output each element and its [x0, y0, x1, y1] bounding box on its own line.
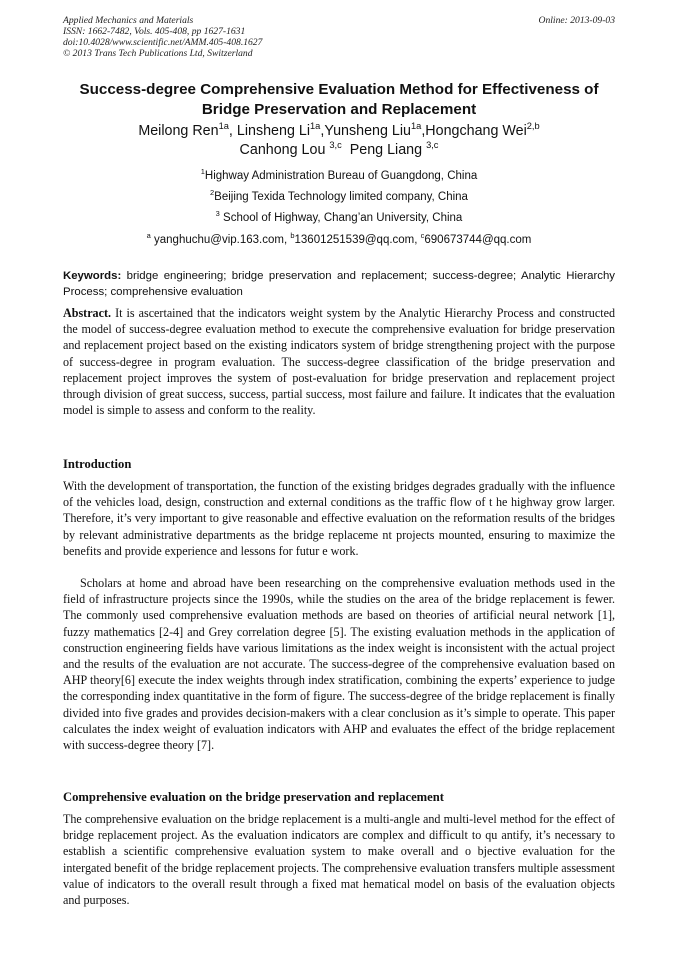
author-sup: 2,b	[526, 121, 540, 132]
author-name: Hongchang Wei	[425, 123, 527, 139]
email-sup: b	[290, 231, 295, 241]
author-line-2	[40, 141, 638, 160]
author-line-1: Meilong Ren$^{1a}$, Linsheng $Li^{1a},Yunsheng$ Liu$^{1a}$,Hongchang Wei$^{2,b}$	[138, 121, 540, 139]
email-link[interactable]: yanghuchu@vip.163.com,	[154, 234, 291, 246]
comprehensive-heading: Comprehensive evaluation on the bridge preservation and replacement	[63, 790, 444, 804]
copyright-line: © 2013 Trans Tech Publications Ltd, Switzerland	[63, 48, 253, 59]
doi-line: doi:10.4028/www.scientific.net/AMM.405-408.1627	[63, 37, 263, 48]
keywords-block	[63, 268, 615, 300]
author-name: Canhong Lou	[239, 142, 326, 158]
keywords-text: bridge engineering; bridge preservation and replacement; success-degree; Analytic Hierarchy Process; comprehensive evaluation	[63, 270, 615, 298]
abstract-block	[63, 305, 615, 418]
journal-name: Applied Mechanics and Materials	[63, 15, 194, 26]
affiliation-text: Beijing Texida Technology limited company, China	[214, 191, 468, 203]
journal-header	[63, 15, 615, 59]
affiliation-sup: 1	[200, 167, 205, 177]
comprehensive-paragraph-1: The comprehensive evaluation on the bridge replacement is a multi-angle and multi-level method for the effect of bridge replacement project. As the evaluation indicators are complex and difficult to qu antify, it’s necessary to establish a scientific comprehensive evaluation system to make overall and o bjective evaluation for the intergated benefit of the bridge replacement projects. The comprehensive evaluation transfers multiple assessment value of indicators to the overall result through a fixed mat hematical model on basis of the evaluation objects and purposes.	[63, 812, 615, 908]
author-name: Linsheng Li	[236, 123, 311, 139]
affiliation-1	[40, 169, 638, 184]
author-list	[40, 122, 638, 160]
keywords-label: Keywords:	[63, 270, 122, 282]
affiliation-sup: 2	[210, 188, 215, 198]
issn-line: ISSN: 1662-7482, Vols. 405-408, pp 1627-1631	[63, 26, 246, 37]
paper-title	[40, 80, 638, 120]
email-list	[40, 233, 638, 248]
email-link[interactable]: 690673744@qq.com	[424, 234, 532, 246]
author-sup: 3,c	[329, 140, 342, 151]
affiliation-2	[40, 190, 638, 205]
author-name: Yunsheng Liu	[324, 123, 411, 139]
author-sup: 1a	[218, 121, 229, 132]
title-line-2: Bridge Preservation and Replacement	[201, 101, 477, 118]
email-sup: a	[146, 231, 151, 241]
author-name: Peng Liang	[349, 142, 423, 158]
author-name: Meilong Ren	[138, 123, 219, 139]
affiliation-text: Highway Administration Bureau of Guangdong, China	[204, 170, 478, 182]
abstract-label: Abstract.	[63, 306, 112, 320]
abstract-text: It is ascertained that the indicators weight system by the Analytic Hierarchy Process and constructed the model of success-degree evaluation method to execute the comprehensive evaluation for bridge preservation and replacement project based on the existing indicators system of bridge strengthening project with the purpose of success-degree in program evaluation. The success-degree classification of the bridge preservation and replacement project improves the system of post-evaluation for bridge preservation and replacement project through division of great success, success, partial success, most failure and failure. It indicates that the evaluation model is simple to assess and conform to the reality.	[63, 306, 615, 418]
email-sup: c	[420, 231, 425, 241]
affiliation-sup: 3	[215, 209, 220, 219]
introduction-heading: Introduction	[63, 457, 132, 471]
author-sup: 3,c	[426, 140, 439, 151]
title-line-1: Success-degree Comprehensive Evaluation Method for Effectiveness of	[79, 81, 599, 98]
author-sup: 1a	[310, 121, 321, 132]
affiliation-text: School of Highway, Chang’an University, China	[223, 212, 463, 224]
affiliation-3	[40, 211, 638, 226]
introduction-paragraph-1: With the development of transportation, the function of the existing bridges degrades gradually with the influence of the vehicles load, design, construction and external conditions as the traffic flow of t he highway grow larger. Therefore, it’s very important to give reasonable and effective evaluation on the reformation results of the bridges by relevant administrative departments as the bridge replaceme nt projects mounted, ensuring to maximize the benefits and provide experience and lessons for futur e work.	[63, 479, 615, 558]
introduction-paragraph-2: Scholars at home and abroad have been researching on the comprehensive evaluation methods used in the field of infrastructure projects since the 1990s, while the studies on the area of the bridge replacement is fewer. The commonly used comprehensive evaluation methods are based on theories of artificial neural network [1], fuzzy mathematics [2-4] and Grey correlation degree [5]. The existing evaluation methods in the application of construction engineering fields have various limitations as the index weight is inconsistent with the actual project and the results of the evaluation are not accurate. The success-degree of the comprehensive evaluation based on AHP theory[6] execute the index weights through index stratification, combining the experts’ experience to judge the corresponding index quantitative in the form of figure. The success-degree of the bridge replacement is finally divided into five grades and provides decision-makers with a clear conclusion as it’s simple to operate. This paper calculates the index weight of evaluation indicators with AHP and evaluates the effect of the bridge replacement with success-degree theory [7].	[63, 576, 615, 753]
online-date: Online: 2013-09-03	[538, 15, 615, 26]
email-link[interactable]: 13601251539@qq.com,	[294, 234, 421, 246]
author-sup: 1a	[410, 121, 422, 132]
